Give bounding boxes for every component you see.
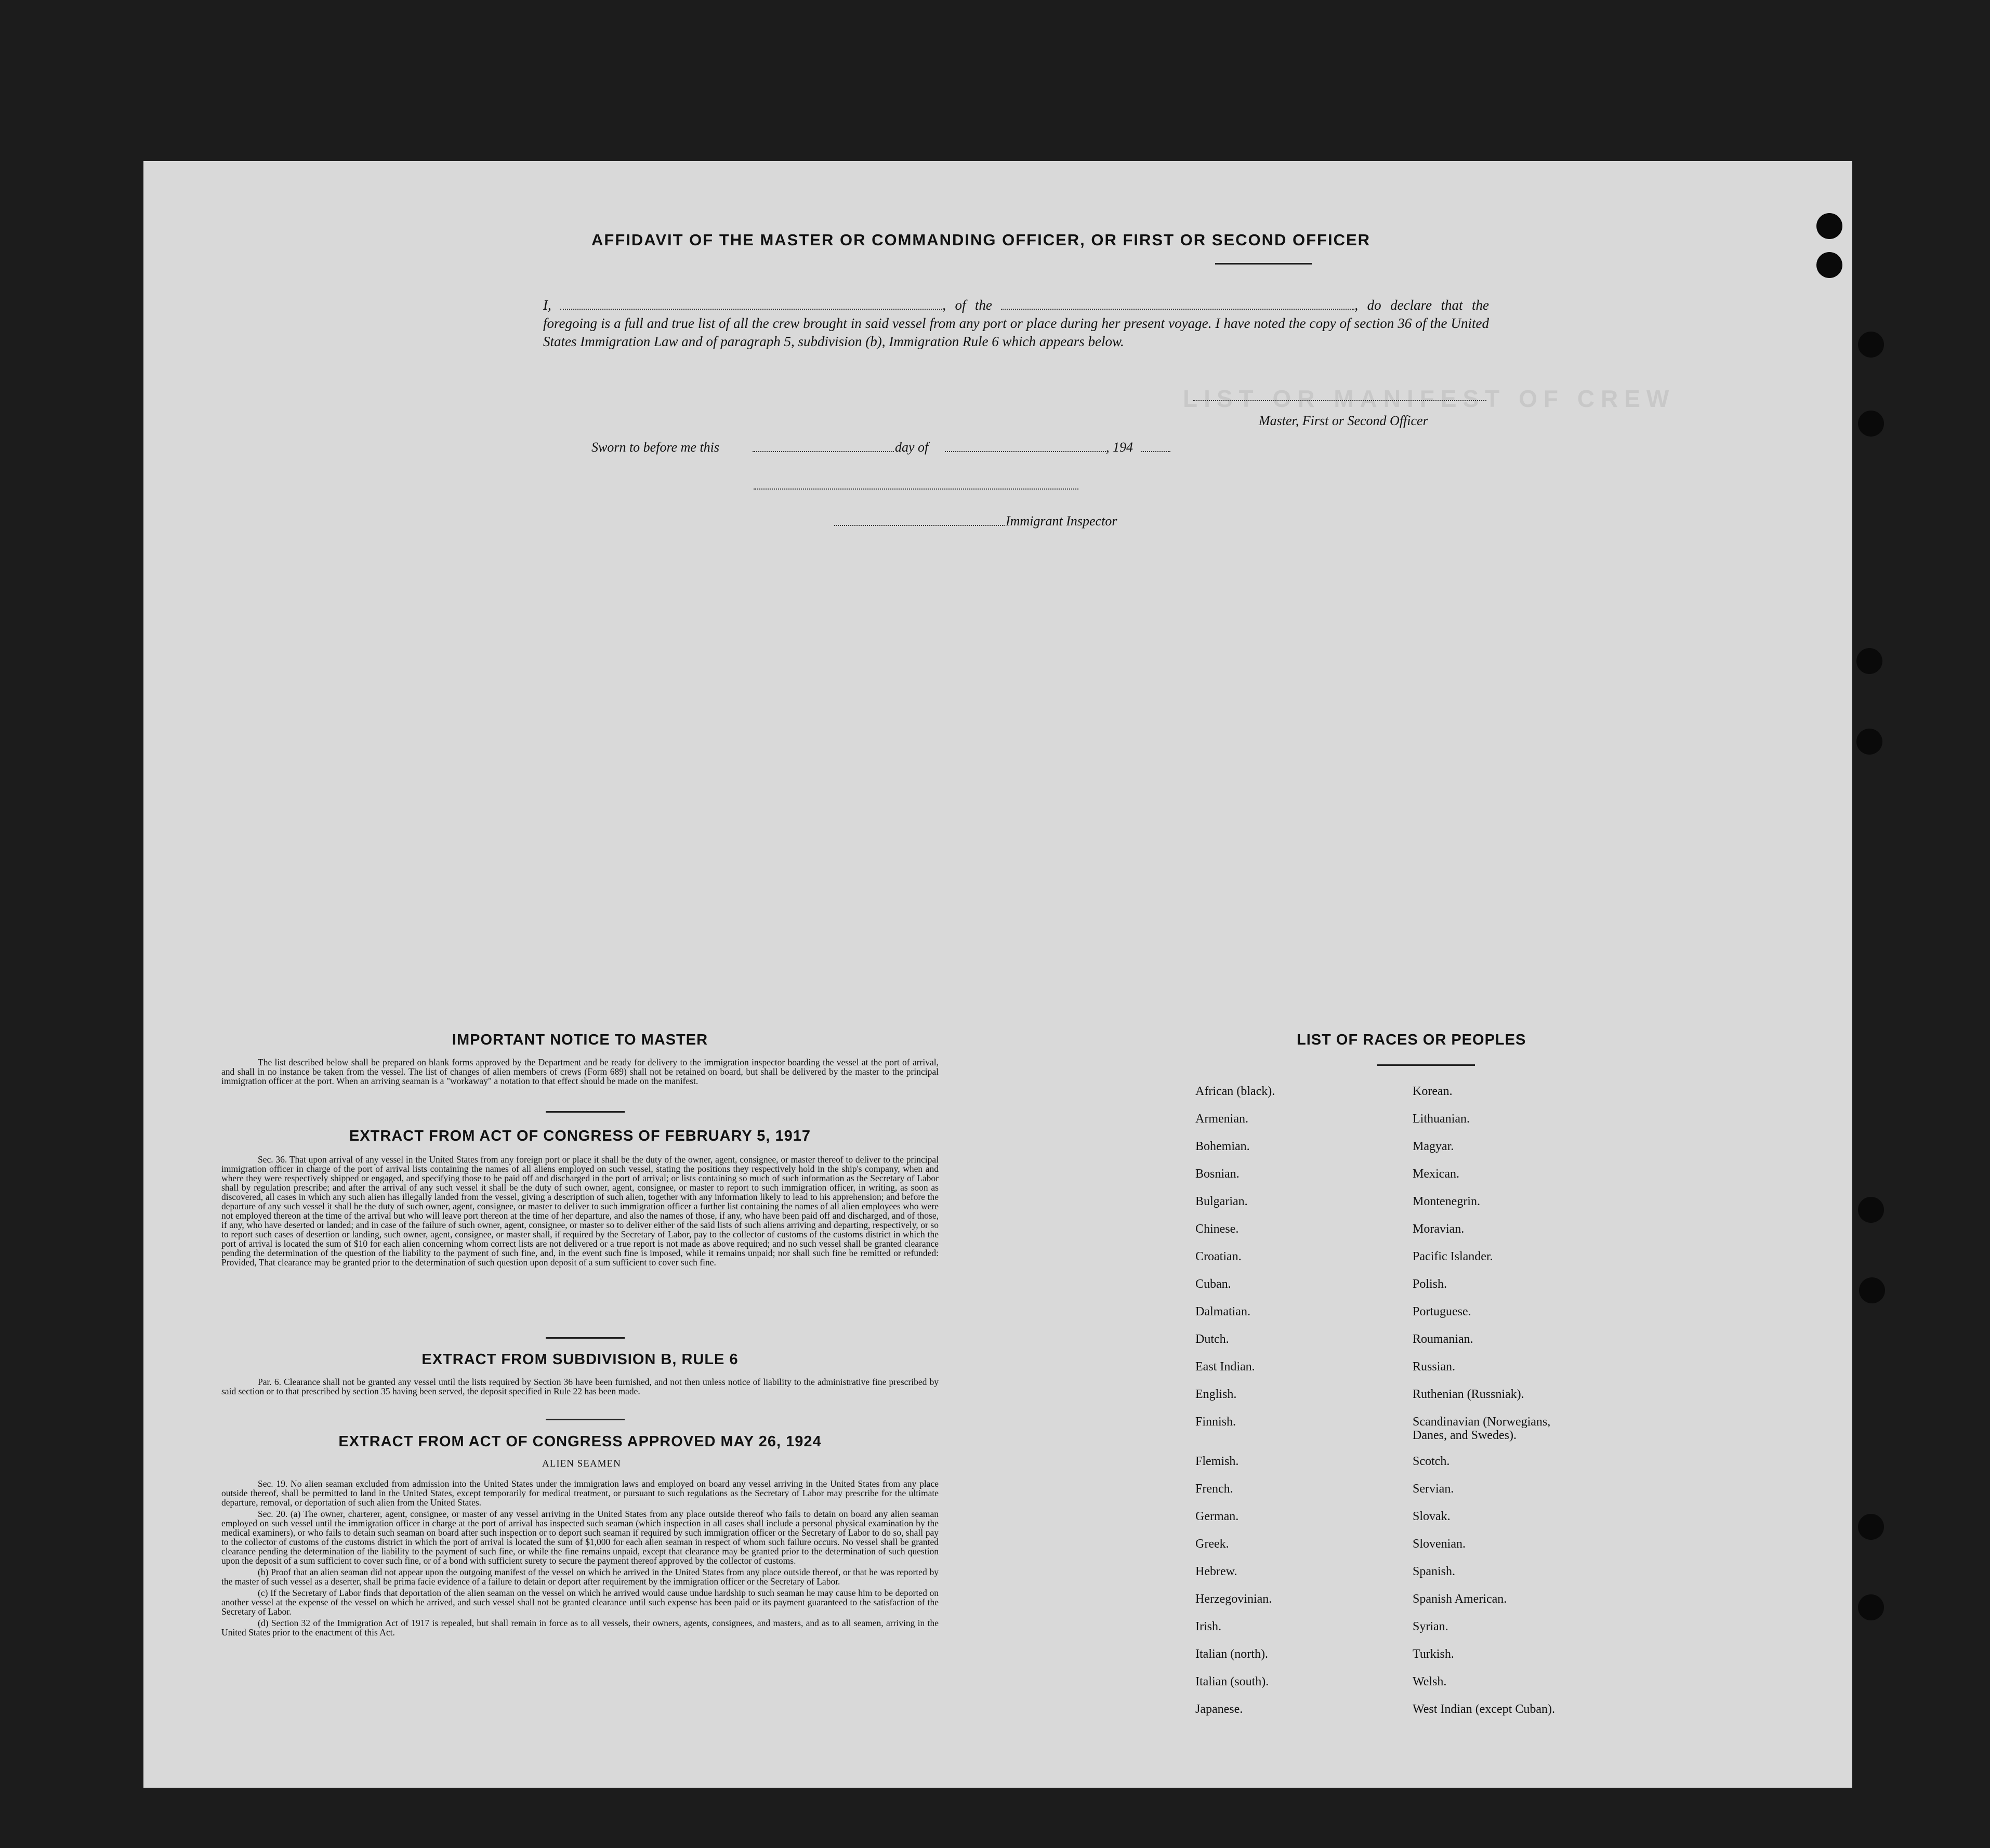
day-of-text: day of xyxy=(895,440,929,455)
punch-hole xyxy=(1858,332,1884,358)
race-item: Hebrew. xyxy=(1195,1565,1237,1578)
race-item: Greek. xyxy=(1195,1537,1229,1551)
punch-hole xyxy=(1816,252,1842,278)
act1924-sec20a: Sec. 20. (a) The owner, charterer, agent, consignee, or master of any vessel arriving in the United States from any place outside thereof who fails to detain on board any alien seaman employed on such vessel until the immigration officer in charge at the port of arrival has inspected such seaman (which inspection in all cases shall include a personal physical examination by the medical examiners), or who fails to detain such seaman on board after such inspection or to deport such seaman if required by such immigration officer or the Secretary of Labor to do so, shall pay to the collector of customs of the customs district in which the port of arrival is located the sum of $1,000 for each alien seaman in respect of whom such failure occurs. No vessel shall be granted clearance pending the determination of the liability to the payment of such fine, or while the fine remains unpaid, except that clearance may be granted prior to the determination of such question upon the deposit of a sum sufficient to cover such fine, or of a bond with sufficient surety to secure the payment thereof approved by the collector of customs. xyxy=(221,1509,939,1566)
race-item: East Indian. xyxy=(1195,1360,1255,1374)
declaration xyxy=(543,296,1489,351)
declaration-do-declare: , do declare xyxy=(1354,297,1432,313)
punch-hole xyxy=(1858,1594,1884,1620)
sworn-month-field[interactable] xyxy=(945,451,1106,452)
race-item: Lithuanian. xyxy=(1413,1112,1470,1126)
race-item: Herzegovinian. xyxy=(1195,1592,1272,1606)
race-item: Dalmatian. xyxy=(1195,1305,1250,1318)
race-item: Japanese. xyxy=(1195,1702,1243,1716)
punch-hole xyxy=(1858,1514,1884,1540)
race-item: Scotch. xyxy=(1413,1455,1450,1468)
rule6-body: Par. 6. Clearance shall not be granted any vessel until the lists required by Section 36 have been furnished, and not then unless notice of liability to the administrative fine prescribed by said section or to that prescribed by section 35 having been served, the deposit specified in Rule 22 has been made. xyxy=(221,1377,939,1396)
race-item: Servian. xyxy=(1413,1482,1454,1496)
race-item: Italian (south). xyxy=(1195,1675,1269,1688)
race-item: Russian. xyxy=(1413,1360,1456,1374)
race-item: Spanish. xyxy=(1413,1565,1456,1578)
race-item: Italian (north). xyxy=(1195,1647,1268,1661)
race-item: German. xyxy=(1195,1510,1239,1523)
act1917-title: EXTRACT FROM ACT OF CONGRESS OF FEBRUARY 5, 1917 xyxy=(349,1128,811,1144)
race-item: Moravian. xyxy=(1413,1222,1465,1236)
inspector-label: Immigrant Inspector xyxy=(1006,513,1117,529)
race-item: Slovak. xyxy=(1413,1510,1451,1523)
act1924-sec20b: (b) Proof that an alien seaman did not appear upon the outgoing manifest of the vessel on which he arrived in the United States from any place outside thereof, or that he was reported by the master of such vessel as a deserter, shall be prima facie evidence of a failure to detain or deport after requirement by the immigration officer or the Secretary of Labor. xyxy=(221,1567,939,1587)
race-item: Slovenian. xyxy=(1413,1537,1466,1551)
race-item: African (black). xyxy=(1195,1085,1275,1098)
race-item: West Indian (except Cuban). xyxy=(1413,1702,1555,1716)
master-signature-line[interactable] xyxy=(1193,400,1486,401)
race-item: Armenian. xyxy=(1195,1112,1248,1126)
race-item: Syrian. xyxy=(1413,1620,1448,1633)
races-title: LIST OF RACES OR PEOPLES xyxy=(1297,1032,1526,1048)
act1924-body xyxy=(221,1479,939,1639)
race-item: Magyar. xyxy=(1413,1140,1454,1153)
divider xyxy=(546,1419,625,1420)
race-item: Mexican. xyxy=(1413,1167,1459,1181)
race-item: Pacific Islander. xyxy=(1413,1250,1493,1263)
year-text: , 194 xyxy=(1106,440,1133,455)
notice-title: IMPORTANT NOTICE TO MASTER xyxy=(452,1032,708,1048)
punch-hole xyxy=(1859,1277,1885,1303)
race-item: Chinese. xyxy=(1195,1222,1239,1236)
races-title-rule xyxy=(1377,1064,1475,1066)
race-item: English. xyxy=(1195,1388,1237,1401)
inspector-name-line[interactable] xyxy=(834,525,1005,526)
race-item: Portuguese. xyxy=(1413,1305,1471,1318)
declaration-body: that the foregoing is a full and true list of all the crew brought in said vessel from any port or place during her present voyage. I have noted the copy of section 36 of the United States Immigration Law and of paragraph 5, subdivision (b), Immigration Rule 6 which appears below. xyxy=(543,297,1490,349)
race-item: Korean. xyxy=(1413,1085,1453,1098)
declaration-of-the: , of the xyxy=(942,297,992,313)
punch-hole xyxy=(1858,1197,1884,1223)
race-item: Cuban. xyxy=(1195,1277,1231,1291)
punch-hole xyxy=(1856,729,1882,755)
race-item: Irish. xyxy=(1195,1620,1221,1633)
master-signature-label: Master, First or Second Officer xyxy=(1259,413,1428,428)
divider xyxy=(546,1111,625,1113)
race-item: Bohemian. xyxy=(1195,1140,1250,1153)
vessel-field[interactable] xyxy=(1001,297,1354,310)
declaration-i: I, xyxy=(543,297,551,313)
act1924-title: EXTRACT FROM ACT OF CONGRESS APPROVED MAY 26, 1924 xyxy=(338,1433,822,1450)
race-item: Bosnian. xyxy=(1195,1167,1240,1181)
show-through-text: LIST OR MANIFEST OF CREW xyxy=(1183,385,1676,412)
race-item: Scandinavian (Norwegians, Danes, and Swedes). xyxy=(1413,1415,1551,1442)
act1924-sec19: Sec. 19. No alien seaman excluded from admission into the United States under the immigration laws and employed on board any vessel arriving in the United States from any place outside thereof, shall be permitted to land in the United States, except temporarily for medical treatment, or pursuant to such regulations as the Secretary of Labor may prescribe for the ultimate departure, removal, or deportation of such alien from the United States. xyxy=(221,1479,939,1508)
race-item: French. xyxy=(1195,1482,1233,1496)
race-item: Polish. xyxy=(1413,1277,1447,1291)
act1924-sec20c: (c) If the Secretary of Labor finds that deportation of the alien seaman on the vessel on which he arrived would cause undue hardship to such seaman he may cause him to be deported on another vessel at the expense of the vessel on which he arrived, and such vessel shall not be granted clearance until such expense has been paid or its payment guaranteed to the satisfaction of the Secretary of Labor. xyxy=(221,1588,939,1617)
race-item: Dutch. xyxy=(1195,1332,1229,1346)
race-item: Spanish American. xyxy=(1413,1592,1507,1606)
race-item: Bulgarian. xyxy=(1195,1195,1248,1208)
race-item: Croatian. xyxy=(1195,1250,1242,1263)
race-item: Ruthenian (Russniak). xyxy=(1413,1388,1524,1401)
punch-hole xyxy=(1856,648,1882,674)
affidavit-title: AFFIDAVIT OF THE MASTER OR COMMANDING OFFICER, OR FIRST OR SECOND OFFICER xyxy=(591,231,1371,249)
act1924-subtitle: ALIEN SEAMEN xyxy=(542,1458,621,1469)
name-field[interactable] xyxy=(560,297,942,310)
sworn-day-field[interactable] xyxy=(753,451,894,452)
punch-hole xyxy=(1816,213,1842,239)
race-item: Welsh. xyxy=(1413,1675,1447,1688)
race-item: Turkish. xyxy=(1413,1647,1454,1661)
sworn-text: Sworn to before me this xyxy=(591,440,720,455)
act1924-sec20d: (d) Section 32 of the Immigration Act of 1917 is repealed, but shall remain in force as to all vessels, their owners, agents, consignees, and masters, and as to all seamen, arriving in the United States prior to the enactment of this Act. xyxy=(221,1618,939,1638)
sworn-year-field[interactable] xyxy=(1141,451,1170,452)
inspector-signature-line[interactable] xyxy=(754,489,1078,490)
rule6-title: EXTRACT FROM SUBDIVISION B, RULE 6 xyxy=(421,1351,739,1368)
race-item: Finnish. xyxy=(1195,1415,1236,1429)
punch-hole xyxy=(1858,411,1884,437)
title-rule xyxy=(1215,263,1312,265)
race-item: Flemish. xyxy=(1195,1455,1239,1468)
race-item: Montenegrin. xyxy=(1413,1195,1480,1208)
divider xyxy=(546,1337,625,1339)
race-item: Roumanian. xyxy=(1413,1332,1473,1346)
act1917-body: Sec. 36. That upon arrival of any vessel in the United States from any foreign port or place it shall be the duty of the owner, agent, consignee, or master thereof to deliver to the principal immigration officer in charge of the port of arrival lists containing the names of all aliens employed on such vessel, stating the positions they respectively hold in the ship's company, when and where they were respectively shipped or engaged, and specifying those to be paid off and discharged in the port of arrival; or lists containing so much of such information as the Secretary of Labor shall by regulation prescribe; and after the arrival of any such vessel it shall be the duty of such owner, agent, consignee, or master to report to such immigration officer, in writing, as soon as discovered, all cases in which any such alien has illegally landed from the vessel, giving a description of such alien, together with any information likely to lead to his apprehension; and before the departure of any such vessel it shall be the duty of such owner, agent, consignee, or master to deliver to such immigration officer a further list containing the names of all alien employees who were not employed thereon at the time of the arrival but who will leave port thereon at the time of her departure, and also the names of those, if any, who have been paid off and discharged, and of those, if any, who have deserted or landed; and in case of the failure of such owner, agent, consignee, or master so to deliver either of the said lists of such aliens arriving and departing, respectively, or so to report such cases of desertion or landing, such owner, agent, consignee, or master shall, if required by the Secretary of Labor, pay to the collector of customs of the customs district in which the port of arrival is located the sum of $10 for each alien concerning whom correct lists are not delivered or a true report is not made as above required; and no such vessel shall be granted clearance pending the determination of the question of the liability to the payment of such fine, and, in the event such fine is imposed, while it remains unpaid; nor shall such fine be remitted or refunded: Provided, That clearance may be granted prior to the determination of such question upon deposit of a sum sufficient to cover such fine. xyxy=(221,1154,939,1268)
notice-body: The list described below shall be prepared on blank forms approved by the Department and be ready for delivery to the immigration inspector boarding the vessel at the port of arrival, and shall in no instance be taken from the vessel. The list of changes of alien members of crews (Form 689) shall not be retained on board, but shall be delivered by the master to the principal immigration officer at the port. When an arriving seaman is a "workaway" a notation to that effect should be made on the manifest. xyxy=(221,1057,939,1086)
